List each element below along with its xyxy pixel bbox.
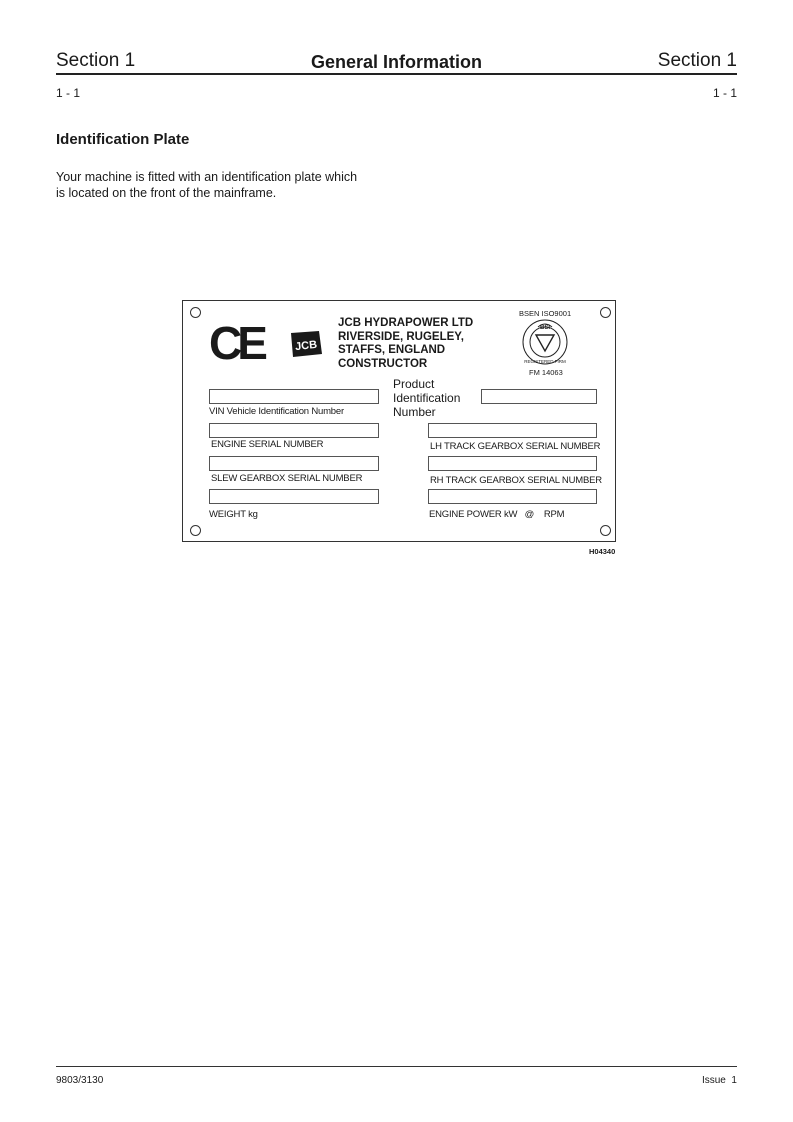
section-heading: Identification Plate — [56, 131, 190, 148]
document-number: 9803/3130 — [56, 1075, 104, 1086]
paragraph-line: is located on the front of the mainframe. — [56, 186, 277, 200]
slew-gearbox-field-box — [209, 456, 379, 471]
page-title: General Information — [310, 52, 483, 72]
weight-field-box — [209, 489, 379, 504]
mounting-hole-icon — [190, 307, 201, 318]
rh-track-label: RH TRACK GEARBOX SERIAL NUMBER — [430, 475, 602, 486]
header-section-left: Section 1 — [56, 50, 136, 71]
footer-rule — [56, 1066, 737, 1067]
engine-serial-label: ENGINE SERIAL NUMBER — [211, 439, 324, 450]
header-rule — [56, 73, 737, 75]
lh-track-label: LH TRACK GEARBOX SERIAL NUMBER — [430, 441, 601, 452]
issue-number: Issue 1 — [701, 1075, 737, 1086]
mounting-hole-icon — [600, 525, 611, 536]
fm-certificate-number: FM 14063 — [529, 368, 563, 377]
svg-text:REGISTERED FIRM: REGISTERED FIRM — [524, 359, 566, 364]
weight-label: WEIGHT kg — [209, 509, 258, 520]
header-section-right: Section 1 — [657, 50, 737, 71]
jcb-logo-text: JCB — [294, 338, 318, 354]
engine-power-field-box — [428, 489, 597, 504]
bsi-standard-label: BSEN ISO9001 — [519, 309, 572, 318]
intro-paragraph — [56, 169, 396, 201]
ce-mark-logo: CE — [209, 317, 263, 369]
rh-track-field-box — [428, 456, 597, 471]
manufacturer-address — [338, 317, 473, 371]
paragraph-line: Your machine is fitted with an identification plate which — [56, 170, 358, 184]
address-line: CONSTRUCTOR — [338, 357, 428, 370]
svg-text:BSI: BSI — [539, 325, 551, 331]
mounting-hole-icon — [190, 525, 201, 536]
engine-power-label: ENGINE POWER kW @ RPM — [429, 509, 565, 520]
lh-track-field-box — [428, 423, 597, 438]
product-id-field-box — [481, 389, 597, 404]
jcb-logo — [288, 330, 324, 358]
vin-field-box — [209, 389, 379, 404]
figure-reference: H04340 — [589, 547, 616, 556]
vin-field-label: VIN Vehicle Identification Number — [209, 406, 344, 417]
address-line: STAFFS, ENGLAND — [338, 344, 446, 356]
product-id-label: Product Identification Number — [393, 377, 461, 419]
identification-plate — [182, 300, 616, 542]
slew-gearbox-label: SLEW GEARBOX SERIAL NUMBER — [211, 473, 363, 484]
bsi-registered-firm-icon — [519, 317, 571, 367]
engine-serial-field-box — [209, 423, 379, 438]
address-line: JCB HYDRAPOWER LTD — [338, 317, 474, 329]
address-line: RIVERSIDE, RUGELEY, — [338, 330, 464, 343]
page-number-left: 1 - 1 — [56, 86, 81, 100]
mounting-hole-icon — [600, 307, 611, 318]
page-number-right: 1 - 1 — [712, 86, 737, 100]
